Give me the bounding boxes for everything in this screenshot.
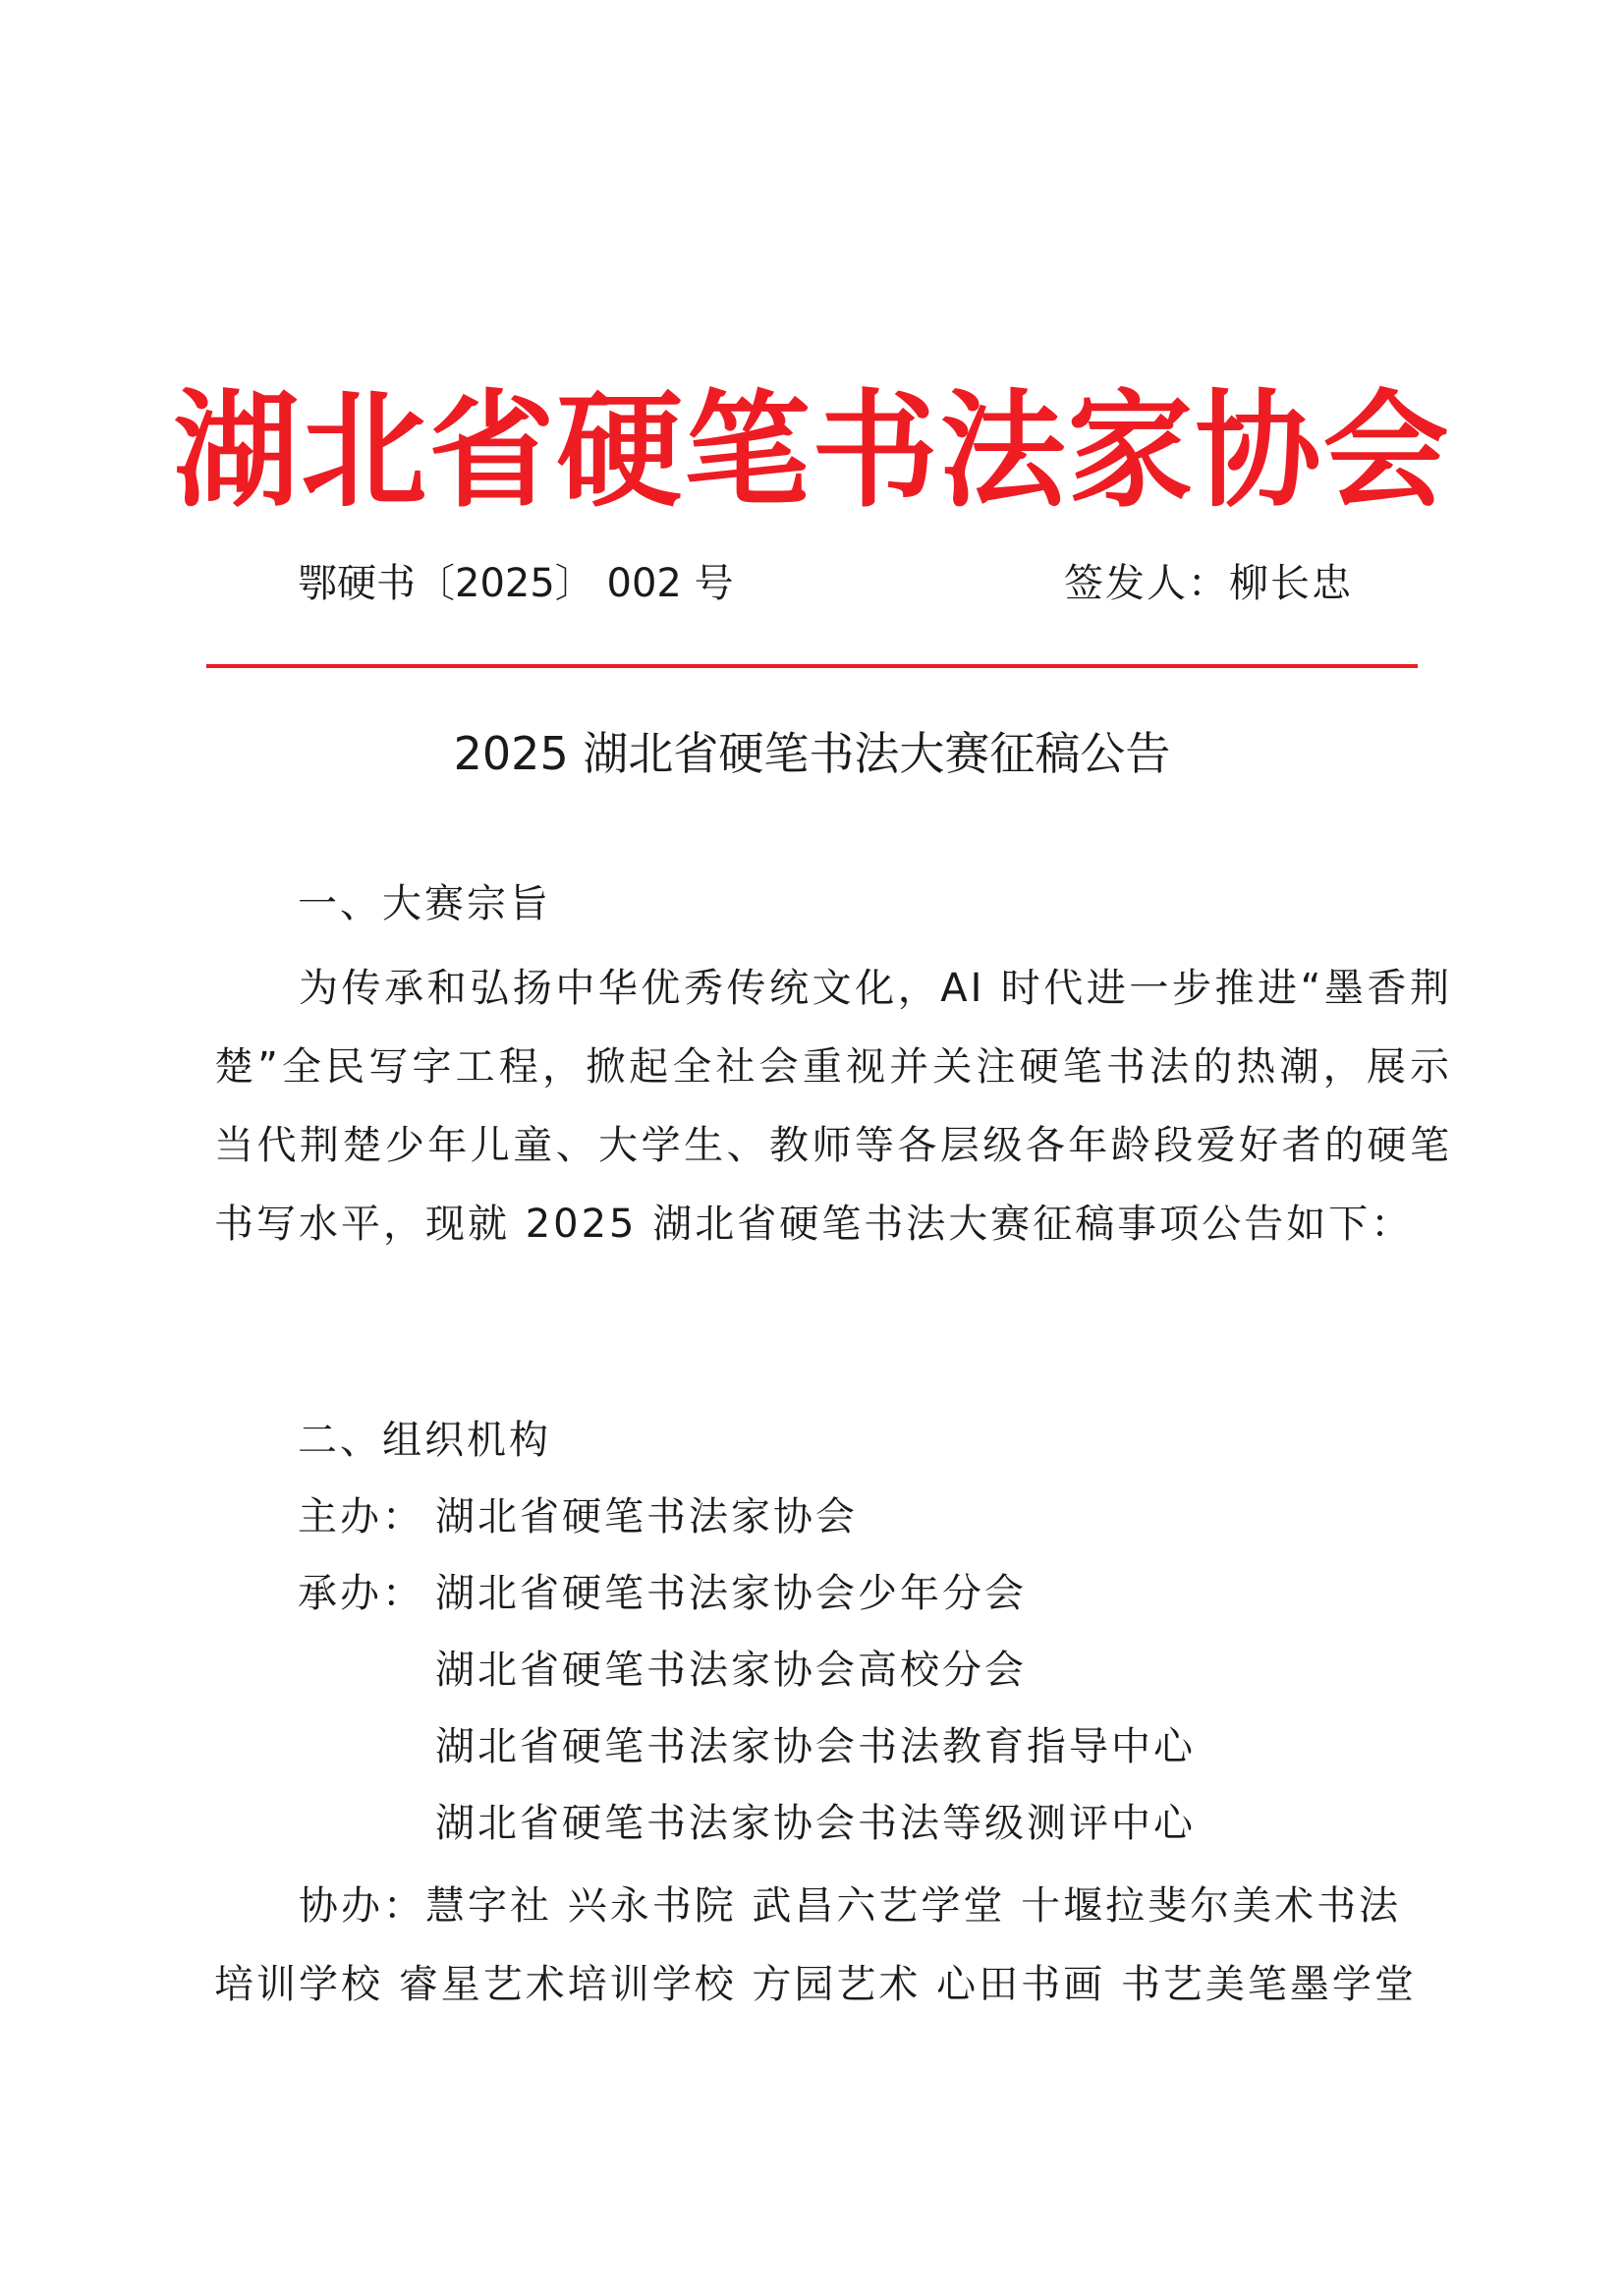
organizer-item: 湖北省硬笔书法家协会书法等级测评中心	[435, 1801, 1196, 1846]
co-organizer-paragraph: 协办：慧字社 兴永书院 武昌六艺学堂 十堰拉斐尔美术书法培训学校 睿星艺术培训学校 方园艺术 心田书画 书艺美笔墨学堂	[214, 1883, 1417, 2007]
organizer-item: 湖北省硬笔书法家协会书法教育指导中心	[435, 1724, 1196, 1769]
organizer-label: 承办：	[298, 1571, 424, 1616]
organizer-row	[298, 1562, 1027, 1625]
organizer-item: 湖北省硬笔书法家协会高校分会	[435, 1648, 1027, 1693]
section-1-heading: 一、大赛宗旨	[298, 881, 551, 926]
signer: 签发人：柳长忠	[1064, 561, 1353, 606]
organizer-row	[435, 1715, 1196, 1778]
section-2-heading: 二、组织机构	[298, 1418, 551, 1463]
red-divider-line	[206, 664, 1418, 668]
document-number: 鄂硬书〔2025〕 002 号	[298, 561, 734, 606]
host-row	[298, 1485, 858, 1548]
organizer-item: 湖北省硬笔书法家协会少年分会	[435, 1571, 1027, 1616]
organizer-row	[435, 1639, 1027, 1702]
organizer-row	[435, 1792, 1196, 1855]
host-value: 湖北省硬笔书法家协会	[435, 1494, 858, 1540]
host-label: 主办：	[298, 1494, 424, 1540]
notice-title: 2025 湖北省硬笔书法大赛征稿公告	[453, 727, 1171, 780]
section-1-paragraph: 为传承和弘扬中华优秀传统文化，AI 时代进一步推进“墨香荆楚”全民写字工程，掀起全社会重视并关注硬笔书法的热潮，展示当代荆楚少年儿童、大学生、教师等各层级各年龄段爱好者的硬笔书写水平，现就 2025 湖北省硬笔书法大赛征稿事项公告如下：	[214, 966, 1452, 1247]
letterhead-org-name: 湖北省硬笔书法家协会	[173, 378, 1451, 525]
